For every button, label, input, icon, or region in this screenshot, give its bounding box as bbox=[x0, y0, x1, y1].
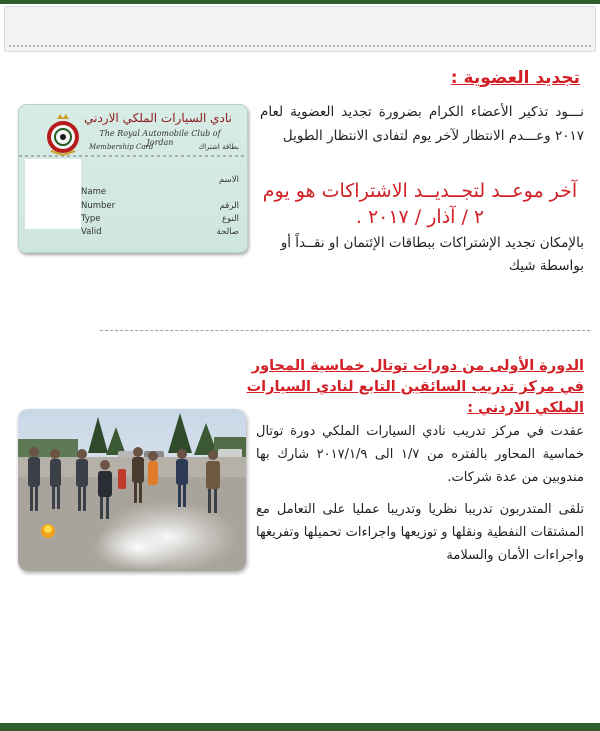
card-field-valid-en: Valid bbox=[81, 227, 102, 237]
fire-extinguisher-icon bbox=[118, 469, 126, 489]
training-photo bbox=[18, 409, 246, 571]
card-club-name-ar: نادي السيارات الملكي الاردني bbox=[84, 111, 232, 125]
card-field-name-en: Name bbox=[81, 187, 107, 197]
training-content-text: تلقى المتدربون تدريبا نظريا وتدريبا عمليا على التعامل مع المشتقات النفطية ونقلها و توزيعها واجراءات تحميلها وتفريغها واجراءات الأمان والسلامة bbox=[256, 502, 584, 563]
card-divider-stripe bbox=[19, 155, 247, 157]
top-border-bar bbox=[0, 0, 600, 4]
card-membership-label-en: Membership Card bbox=[89, 143, 154, 151]
header-box bbox=[4, 6, 596, 52]
card-membership-label-ar: بطاقة اشتراك bbox=[198, 143, 239, 151]
renewal-deadline-highlight bbox=[260, 178, 580, 230]
card-field-number-en: Number bbox=[81, 201, 116, 211]
card-field-name-ar: الاسم bbox=[219, 175, 239, 185]
card-club-name-en: The Royal Automobile Club of Jordan bbox=[99, 129, 221, 147]
card-field-type-en: Type bbox=[81, 214, 101, 224]
membership-card-image bbox=[18, 104, 248, 253]
membership-renewal-title: تجديد العضوية : bbox=[450, 68, 580, 88]
training-course-title: الدورة الأولى من دورات توتال خماسية المحاور في مركز تدريب السائقين التابع لنادي السيارات الملكي الاردني : bbox=[246, 358, 584, 416]
course-description-text: عقدت في مركز تدريب نادي السيارات الملكي دورة توتال خماسية المحاور بالفتره من ١/٧ الى ٢٠١٧/١/٩ شارك بها مندوبين من عدة شركات. bbox=[256, 424, 584, 485]
card-field-type-ar: النوع bbox=[222, 214, 239, 224]
club-crest-icon bbox=[43, 111, 83, 157]
bottom-border-bar bbox=[0, 723, 600, 731]
card-photo-placeholder bbox=[25, 159, 81, 229]
deadline-line-1: آخر موعــد لتجــديــد الاشتراكات هو يوم bbox=[262, 180, 578, 202]
card-field-valid-ar: صالحة bbox=[216, 227, 239, 237]
deadline-line-2: ٢ / آذار / ٢٠١٧ . bbox=[355, 206, 485, 228]
renewal-reminder-text: نـــود تذكير الأعضاء الكرام بضرورة تجديد العضوية لعام ٢٠١٧ وعـــدم الانتظار لآخر يوم لتفادى الانتظار الطويل bbox=[260, 104, 584, 144]
card-subtitle-row bbox=[89, 143, 239, 155]
section-divider bbox=[100, 330, 590, 331]
payment-methods-text: بالإمكان تجديد الإشتراكات ببطاقات الإئتمان او نقــداً أو بواسطة شيك bbox=[280, 235, 584, 274]
card-field-number-ar: الرقم bbox=[219, 201, 239, 211]
fire-training-scene-image bbox=[18, 409, 246, 571]
